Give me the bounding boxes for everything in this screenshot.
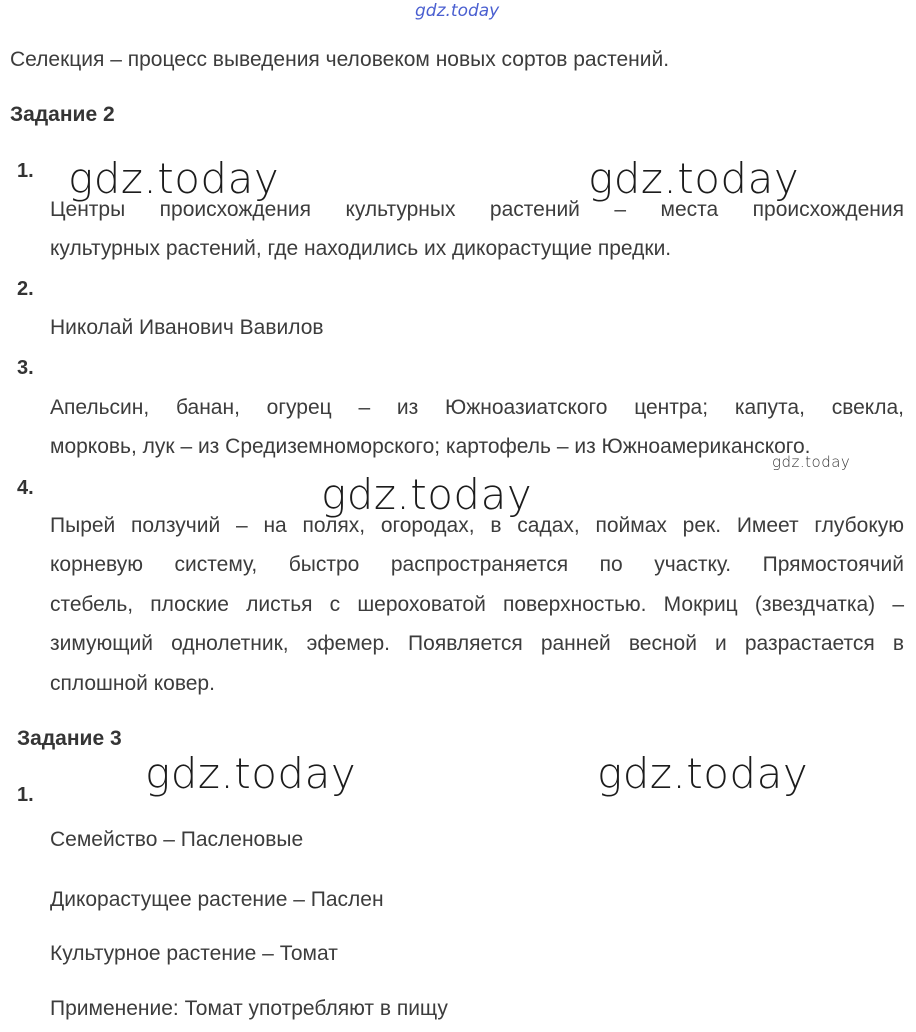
intro-text: Селекция – процесс выведения человеком новых сортов растений. [10,48,670,71]
watermark: gdz.today [772,453,851,471]
answer-line: Пырей ползучий – на полях, огородах, в садах, поймах рек. Имеет глубокую [50,514,904,537]
answer-line: Апельсин, банан, огурец – из Южноазиатского центра; капута, свекла, [50,396,904,419]
item-number: 3. [17,357,34,379]
item-number: 1. [17,784,34,806]
watermark: gdz.today [597,749,809,798]
watermark-top: gdz.today [415,1,500,21]
item-number: 4. [17,477,34,499]
watermark: gdz.today [68,154,280,203]
answer-line: морковь, лук – из Средиземноморского; картофель – из Южноамериканского. [50,435,811,458]
answer-line: Применение: Томат употребляют в пищу [50,997,448,1020]
watermark: gdz.today [588,154,800,203]
task-3-heading: Задание 3 [17,727,122,750]
answer-line: Дикорастущее растение – Паслен [50,888,384,911]
answer-line: Центры происхождения культурных растений – места происхождения [50,198,904,221]
watermark: gdz.today [145,749,357,798]
answer-line: стебель, плоские листья с шероховатой поверхностью. Мокриц (звездчатка) – [50,593,904,616]
answer-line: Николай Иванович Вавилов [50,316,324,339]
answer-line: Семейство – Пасленовые [50,828,304,851]
answer-line: корневую систему, быстро распространяется по участку. Прямостоячий [50,553,904,576]
answer-line: культурных растений, где находились их дикорастущие предки. [50,237,672,260]
item-number: 1. [17,160,34,182]
watermark: gdz.today [321,470,533,519]
answer-line: зимующий однолетник, эфемер. Появляется ранней весной и разрастается в [50,632,904,655]
answer-line: сплошной ковер. [50,672,215,695]
item-number: 2. [17,278,34,300]
answer-line: Культурное растение – Томат [50,942,338,965]
task-2-heading: Задание 2 [10,103,115,126]
